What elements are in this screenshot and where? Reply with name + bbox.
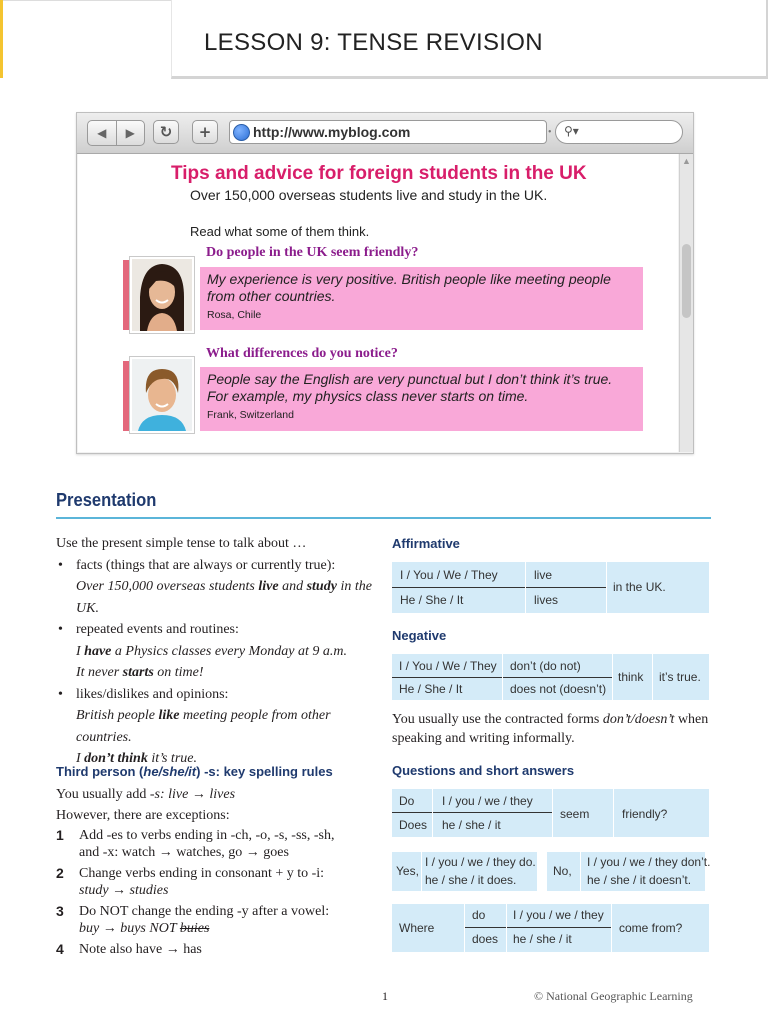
- cell: he / she / it does.: [425, 873, 517, 887]
- col-divider: [613, 789, 614, 837]
- blog-read-text: Read what some of them think.: [190, 224, 370, 239]
- col-divider: [421, 852, 422, 891]
- spelling-section: [56, 761, 376, 962]
- col-divider: [502, 654, 503, 700]
- page-number: 1: [382, 989, 388, 1003]
- search-icon: ⚲▾: [564, 124, 579, 138]
- scrollbar[interactable]: [679, 154, 693, 452]
- reload-icon[interactable]: ↻: [153, 120, 179, 144]
- cell: come from?: [619, 921, 683, 935]
- cell: I / you / we / they do.: [425, 855, 536, 869]
- col-divider: [552, 789, 553, 837]
- photo-accent: [123, 361, 130, 431]
- row-divider: [392, 812, 552, 813]
- bullet-opinions: • likes/dislikes and opinions: British people like meeting people from other countries. I don’t think it’s true.: [56, 684, 376, 770]
- add-tab-icon[interactable]: +: [192, 120, 218, 144]
- col-divider: [612, 654, 613, 700]
- lesson-title: LESSON 9: TENSE REVISION: [204, 29, 543, 56]
- cell: he / she / it doesn’t.: [587, 873, 692, 887]
- row-divider: [392, 587, 606, 588]
- cell: it’s true.: [659, 670, 701, 684]
- cell: He / She / It: [399, 682, 463, 696]
- rule-3: 3 Do NOT change the ending -y after a vowel: buy → buys NOT buies: [56, 902, 330, 936]
- dropdown-dot-icon: •: [548, 127, 552, 138]
- cell: in the UK.: [613, 580, 666, 594]
- where-table: [392, 904, 709, 952]
- rule-2: 2 Change verbs ending in consonant + y to -i: study → studies: [56, 864, 325, 898]
- cell: Do: [399, 794, 415, 808]
- scroll-up-icon[interactable]: ▲: [682, 156, 691, 166]
- cell: Does: [399, 818, 428, 832]
- cell: he / she / it: [442, 818, 501, 832]
- cell: No,: [553, 864, 572, 878]
- col-divider: [652, 654, 653, 700]
- affirmative-table: [392, 562, 709, 613]
- frank-photo: [130, 357, 194, 433]
- questions-table: [392, 789, 709, 837]
- affirmative-heading: Affirmative: [392, 536, 460, 551]
- col-divider: [432, 789, 433, 837]
- cell: seem: [560, 807, 590, 821]
- cell: think: [618, 670, 644, 684]
- nav-buttons[interactable]: [87, 120, 145, 146]
- scroll-thumb[interactable]: [682, 244, 691, 318]
- cell: Where: [399, 921, 435, 935]
- answer-text: My experience is very positive. British people like meeting people from other countries.: [207, 271, 611, 304]
- exceptions-text: However, there are exceptions:: [56, 808, 230, 823]
- post-question: What differences do you notice?: [206, 346, 398, 361]
- left-column: [56, 533, 376, 770]
- answer-box: [200, 367, 643, 431]
- col-divider: [580, 852, 581, 891]
- answer-box: [200, 267, 643, 330]
- browser-toolbar: [77, 113, 693, 154]
- section-rule: [56, 517, 711, 519]
- author-name: Rosa, Chile: [207, 309, 262, 321]
- col-divider: [464, 904, 465, 952]
- col-divider: [525, 562, 526, 613]
- cell: I / you / we / they: [442, 794, 533, 808]
- photo-accent: [123, 260, 130, 330]
- cell: I / you / we / they: [513, 908, 604, 922]
- back-icon[interactable]: ◀: [88, 121, 117, 145]
- cell: do: [472, 908, 486, 922]
- rule-1: 1 Add -es to verbs ending in -ch, -o, -s, -ss, -sh, and -x: watch → watches, go → goes: [56, 826, 335, 860]
- spelling-heading: Third person (he/she/it) -s: key spelling rules: [56, 764, 333, 779]
- header-line: [3, 0, 171, 1]
- post-question: Do people in the UK seem friendly?: [206, 245, 419, 260]
- forward-icon[interactable]: ▶: [125, 125, 135, 140]
- address-bar[interactable]: [229, 120, 547, 144]
- blog-title: Tips and advice for foreign students in the UK: [171, 163, 587, 184]
- header-accent-bar: [0, 0, 3, 78]
- col-divider: [606, 562, 607, 613]
- cell: does not (doesn’t): [510, 682, 607, 696]
- globe-icon: [233, 124, 250, 141]
- col-divider: [611, 904, 612, 952]
- cell: don’t (do not): [510, 659, 581, 673]
- cell: I / you / we / they don’t.: [587, 855, 711, 869]
- answer-text: People say the English are very punctual but I don’t think it’s true. For example, my physics class never starts on time.: [207, 371, 613, 404]
- cell: does: [472, 932, 499, 946]
- blog-page: [78, 154, 678, 452]
- cell: I / You / We / They: [400, 568, 498, 582]
- short-answer-no: [547, 852, 711, 891]
- cell: friendly?: [622, 807, 668, 821]
- section-heading: Presentation: [56, 490, 157, 510]
- intro-text: Use the present simple tense to talk about …: [56, 536, 307, 551]
- bullet-facts: • facts (things that are always or currently true): Over 150,000 overseas students live and study in the UK.: [56, 555, 376, 620]
- contracted-note: You usually use the contracted forms don’t/doesn’t when speaking and writing informally.: [392, 712, 709, 746]
- cell: lives: [534, 593, 559, 607]
- col-divider: [506, 904, 507, 952]
- negative-heading: Negative: [392, 628, 447, 643]
- copyright: © National Geographic Learning: [534, 989, 693, 1003]
- url-text: http://www.myblog.com: [253, 124, 411, 140]
- rule-4: 4 Note also have → has: [56, 940, 202, 957]
- rosa-photo: [130, 257, 194, 333]
- bullet-routines: • repeated events and routines: I have a Physics classes every Monday at 9 a.m. It never starts on time!: [56, 619, 376, 684]
- usually-text: You usually add -s: live → lives: [56, 786, 236, 802]
- questions-heading: Questions and short answers: [392, 763, 575, 778]
- author-name: Frank, Switzerland: [207, 409, 294, 421]
- cell: I / You / We / They: [399, 659, 497, 673]
- short-answer-yes: [392, 852, 537, 891]
- cell: He / She / It: [400, 593, 464, 607]
- negative-table: [392, 654, 709, 700]
- cell: he / she / it: [513, 932, 572, 946]
- row-divider: [464, 927, 611, 928]
- cell: Yes,: [396, 864, 419, 878]
- blog-subtitle: Over 150,000 overseas students live and study in the UK.: [190, 187, 548, 203]
- browser-window: [76, 112, 694, 454]
- search-field[interactable]: [555, 120, 683, 144]
- cell: live: [534, 568, 553, 582]
